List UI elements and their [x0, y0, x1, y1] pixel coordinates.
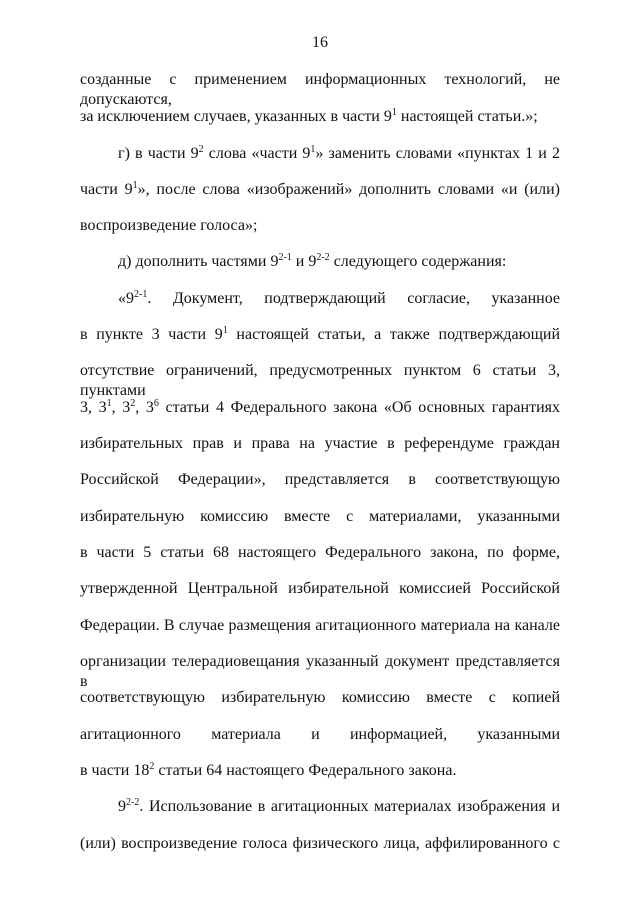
text-line — [80, 507, 560, 527]
text-segment: » заменить словами «пунктах 1 и 2 — [315, 145, 561, 162]
text-line — [80, 398, 560, 418]
text-line — [80, 579, 560, 599]
text-segment: «9 — [118, 290, 134, 307]
text-line — [80, 70, 560, 110]
text-line — [80, 725, 560, 745]
superscript: 2-1 — [278, 252, 292, 263]
text-segment: организации телерадиовещания указанный документ представляется в — [80, 653, 560, 690]
page-number: 16 — [312, 34, 328, 51]
text-segment: 9 — [118, 798, 126, 815]
text-line — [80, 616, 560, 636]
text-segment: , 3 — [135, 399, 154, 416]
text-line — [80, 434, 560, 454]
superscript: 2 — [198, 144, 204, 155]
text-line — [80, 361, 560, 401]
text-segment: (или) воспроизведение голоса физического лица, аффилированного с — [80, 835, 560, 852]
text-line — [118, 144, 560, 164]
text-segment: отсутствие ограничений, предусмотренных пунктом 6 статьи 3, пунктами — [80, 362, 560, 399]
superscript: 1 — [310, 144, 316, 155]
text-segment: настоящей статьи.»; — [396, 108, 538, 125]
superscript: 2-1 — [134, 289, 148, 300]
text-line — [80, 180, 560, 200]
text-segment: д) дополнить частями 9 — [118, 253, 279, 270]
text-segment: воспроизведение голоса»; — [80, 217, 258, 234]
text-segment: . Документ, подтверждающий согласие, указанное — [147, 290, 560, 307]
superscript: 2 — [130, 398, 136, 409]
text-segment: агитационного материала и информацией, указанными — [80, 726, 560, 743]
text-segment: слова «части 9 — [203, 145, 311, 162]
text-segment: созданные с применением информационных технологий, не допускаются, — [80, 71, 560, 108]
superscript: 1 — [106, 398, 112, 409]
text-line — [80, 325, 560, 345]
text-line — [80, 543, 560, 563]
superscript: 1 — [132, 180, 138, 191]
text-line — [80, 652, 560, 692]
text-line — [118, 289, 560, 309]
text-line — [118, 797, 560, 817]
text-segment: г) в части 9 — [118, 145, 199, 162]
text-segment: в части 5 статьи 68 настоящего Федерального закона, по форме, — [80, 544, 560, 561]
text-segment: и 9 — [291, 253, 317, 270]
text-segment: , 3 — [111, 399, 131, 416]
text-line — [80, 761, 456, 781]
text-segment: 3, 3 — [80, 399, 107, 416]
text-segment: за исключением случаев, указанных в части 9 — [80, 108, 392, 125]
text-segment: статьи 4 Федерального закона «Об основных гарантиях — [158, 399, 561, 416]
text-segment: статьи 64 настоящего Федерального закона. — [154, 762, 457, 779]
text-line — [80, 470, 560, 490]
text-segment: соответствующую избирательную комиссию вместе с копией — [80, 689, 560, 706]
superscript: 1 — [391, 107, 397, 118]
text-segment: следующего содержания: — [329, 253, 507, 270]
text-segment: Федерации. В случае размещения агитационного материала на канале — [80, 617, 560, 634]
text-segment: Российской Федерации», представляется в соответствующую — [80, 471, 560, 488]
text-segment: избирательную комиссию вместе с материалами, указанными — [80, 508, 560, 525]
text-line — [80, 107, 538, 127]
superscript: 2-2 — [316, 252, 330, 263]
superscript: 2 — [149, 761, 155, 772]
text-segment: в пункте 3 части 9 — [80, 326, 223, 343]
superscript: 6 — [153, 398, 159, 409]
text-segment: . Использование в агитационных материалах изображения и — [139, 798, 560, 815]
text-line — [80, 834, 560, 854]
superscript: 1 — [222, 325, 228, 336]
text-segment: в части 18 — [80, 762, 150, 779]
text-segment: утвержденной Центральной избирательной комиссией Российской — [80, 580, 560, 597]
text-segment: », после слова «изображений» дополнить словами «и (или) — [137, 181, 560, 198]
text-segment: избирательных прав и права на участие в референдуме граждан — [80, 435, 560, 452]
text-line — [80, 216, 257, 236]
superscript: 2-2 — [126, 797, 140, 808]
text-segment: части 9 — [80, 181, 133, 198]
text-line — [80, 688, 560, 708]
text-segment: настоящей статьи, а также подтверждающий — [227, 326, 561, 343]
text-line — [118, 252, 506, 272]
